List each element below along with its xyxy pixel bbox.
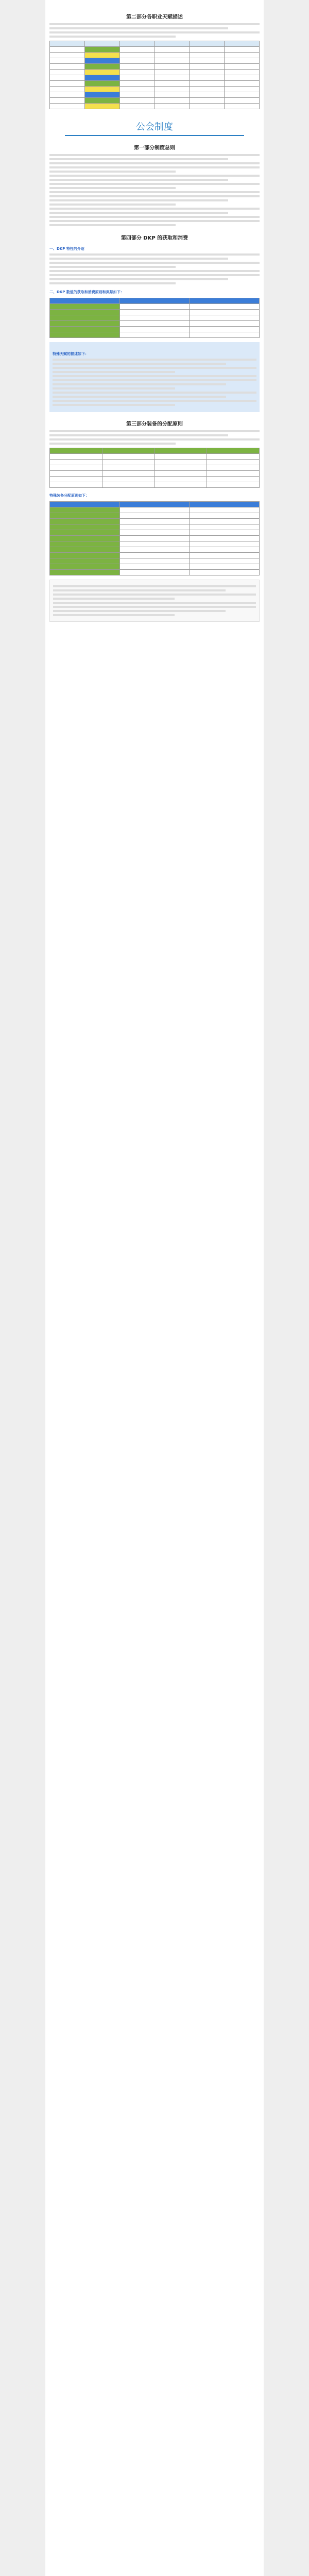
loot-lines [49,430,260,445]
intro-lines [49,23,260,38]
panel-title: 特殊天赋的描述如下： [53,352,89,356]
section-title-guild-rules: 公会制度 [136,122,173,132]
subsection-dkp-intro: 一、DKP 特性的介绍 [49,247,84,251]
final-notes-panel [49,580,260,622]
rules-lines [49,154,260,226]
section-subtitle-general: 第一部分制度总则 [134,145,175,151]
title-rule [65,135,244,136]
section-title-talents: 第二部分各职业天赋描述 [126,14,183,20]
dkp-rules-table [49,298,260,338]
loot-table [49,448,260,488]
panel-lines [53,359,256,406]
section-title-loot: 第三部分装备的分配原则 [126,421,183,427]
special-talent-panel [49,342,260,412]
section-title-dkp: 第四部分 DKP 的获取和消费 [121,235,188,241]
final-lines [53,585,256,616]
special-loot-table [49,501,260,575]
document-page [45,0,264,2576]
special-loot-title: 特殊装备分配原则如下： [49,494,89,498]
subsection-dkp-rules: 二、DKP 数值的获取和消费原则和奖惩如下： [49,290,124,294]
dkp-intro-lines [49,253,260,284]
talent-table [49,41,260,109]
